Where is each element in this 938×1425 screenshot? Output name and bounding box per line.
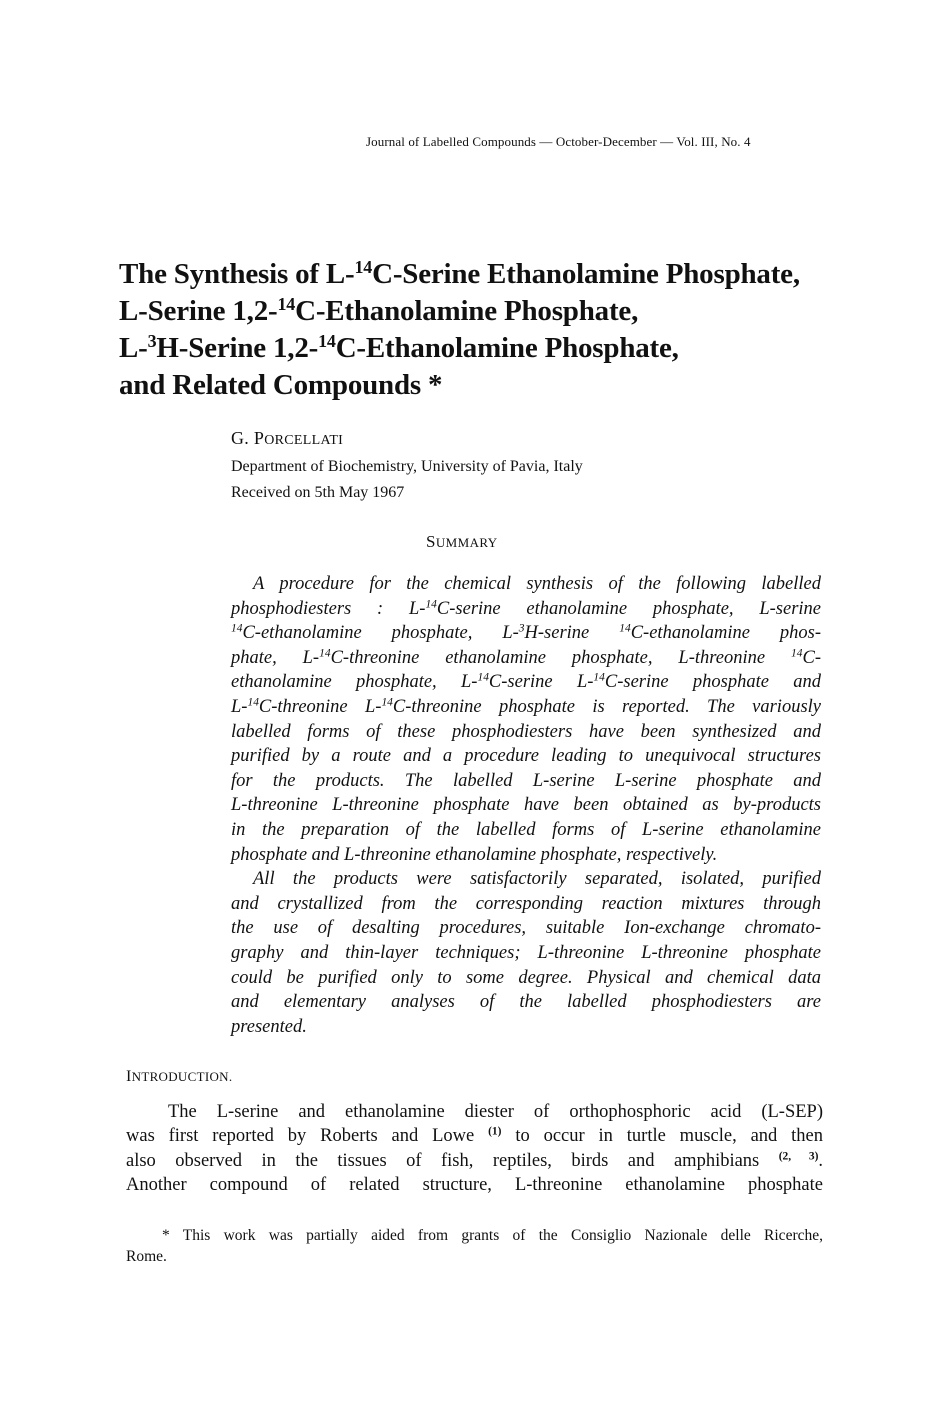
affiliation: Department of Biochemistry, University of Pavia, Italy [231, 458, 583, 475]
abstract-line: phosphodiesters : L-$^{14}$C-serine ethanolamine phosphate, L-serine [231, 598, 821, 619]
intro-line: also observed in the tissues of fish, reptiles, birds and amphibians $^{(2, 3)}$. [126, 1150, 824, 1171]
intro-line: was first reported by Roberts and Lowe $^{(1)}$ to occur in turtle muscle, and then [126, 1126, 823, 1147]
abstract-line: presented. [231, 1016, 307, 1037]
abstract-line: L-$^{14}$C-threonine L-$^{14}$C-threonine phosphate is reported. The variously [231, 696, 821, 717]
footnote [126, 1225, 823, 1267]
summary-abstract [231, 572, 821, 1039]
abstract-line: phate, L-$^{14}$C-threonine ethanolamine phosphate, L-threonine $^{14}$C- [231, 647, 821, 668]
introduction-heading: INTRODUCTION. [126, 1068, 233, 1085]
abstract-line: for the products. The labelled L-serine L-serine phosphate and [231, 770, 821, 791]
abstract-line: A procedure for the chemical synthesis of the following labelled [253, 574, 821, 594]
citation-ref: (1) [488, 1126, 502, 1138]
abstract-line: graphy and thin-layer techniques; L-threonine L-threonine phosphate [231, 942, 821, 963]
intro-line: The L-serine and ethanolamine diester of orthophosphoric acid (L-SEP) [168, 1102, 823, 1122]
abstract-line: and elementary analyses of the labelled phosphodiesters are [231, 992, 821, 1013]
abstract-line: All the products were satisfactorily separated, isolated, purified [253, 869, 821, 890]
received-date: Received on 5th May 1967 [231, 484, 405, 501]
abstract-line: ethanolamine phosphate, L-$^{14}$C-serine L-$^{14}$C-serine phosphate and [231, 672, 822, 693]
running-header: Journal of Labelled Compounds — October-December — Vol. III, No. 4 [366, 134, 751, 149]
title-line-4: and Related Compounds * [119, 369, 443, 401]
abstract-line: in the preparation of the labelled forms of L-serine ethanolamine [231, 819, 821, 840]
abstract-line: $^{14}$C-ethanolamine phosphate, L-$^3$H-serine $^{14}$C-ethanolamine phos- [231, 622, 822, 644]
abstract-line: purified by a route and a procedure leading to unequivocal structures [231, 746, 821, 767]
abstract-line: could be purified only to some degree. Physical and chemical data [231, 967, 821, 988]
author-name: G. PORCELLATI [231, 428, 344, 448]
introduction-body [126, 1100, 823, 1197]
intro-line: Another compound of related structure, L-threonine ethanolamine phosphate [126, 1174, 823, 1195]
footnote-line: * This work was partially aided from grants of the Consiglio Nazionale delle Ricerche, [162, 1227, 823, 1244]
summary-heading: SUMMARY [426, 532, 498, 551]
citation-ref: (2, 3) [778, 1150, 819, 1163]
author-block [231, 428, 583, 502]
paper-title [119, 256, 849, 404]
title-line-1: The Synthesis of L-$^{14}$C-Serine Ethanolamine Phosphate, [119, 257, 800, 290]
title-line-2: L-Serine 1,2-$^{14}$C-Ethanolamine Phosphate, [119, 294, 639, 327]
abstract-line: labelled forms of these phosphodiesters have been synthesized and [231, 721, 821, 742]
footnote-line: Rome. [126, 1248, 167, 1265]
abstract-line: phosphate and L-threonine ethanolamine phosphate, respectively. [231, 844, 718, 865]
abstract-line: L-threonine L-threonine phosphate have been obtained as by-products [231, 795, 821, 816]
abstract-line: the use of desalting procedures, suitable Ion-exchange chromato- [231, 918, 821, 939]
title-line-3: L-$^3$H-Serine 1,2-$^{14}$C-Ethanolamine Phosphate, [119, 331, 679, 364]
abstract-line: and crystallized from the corresponding reaction mixtures through [231, 893, 821, 914]
